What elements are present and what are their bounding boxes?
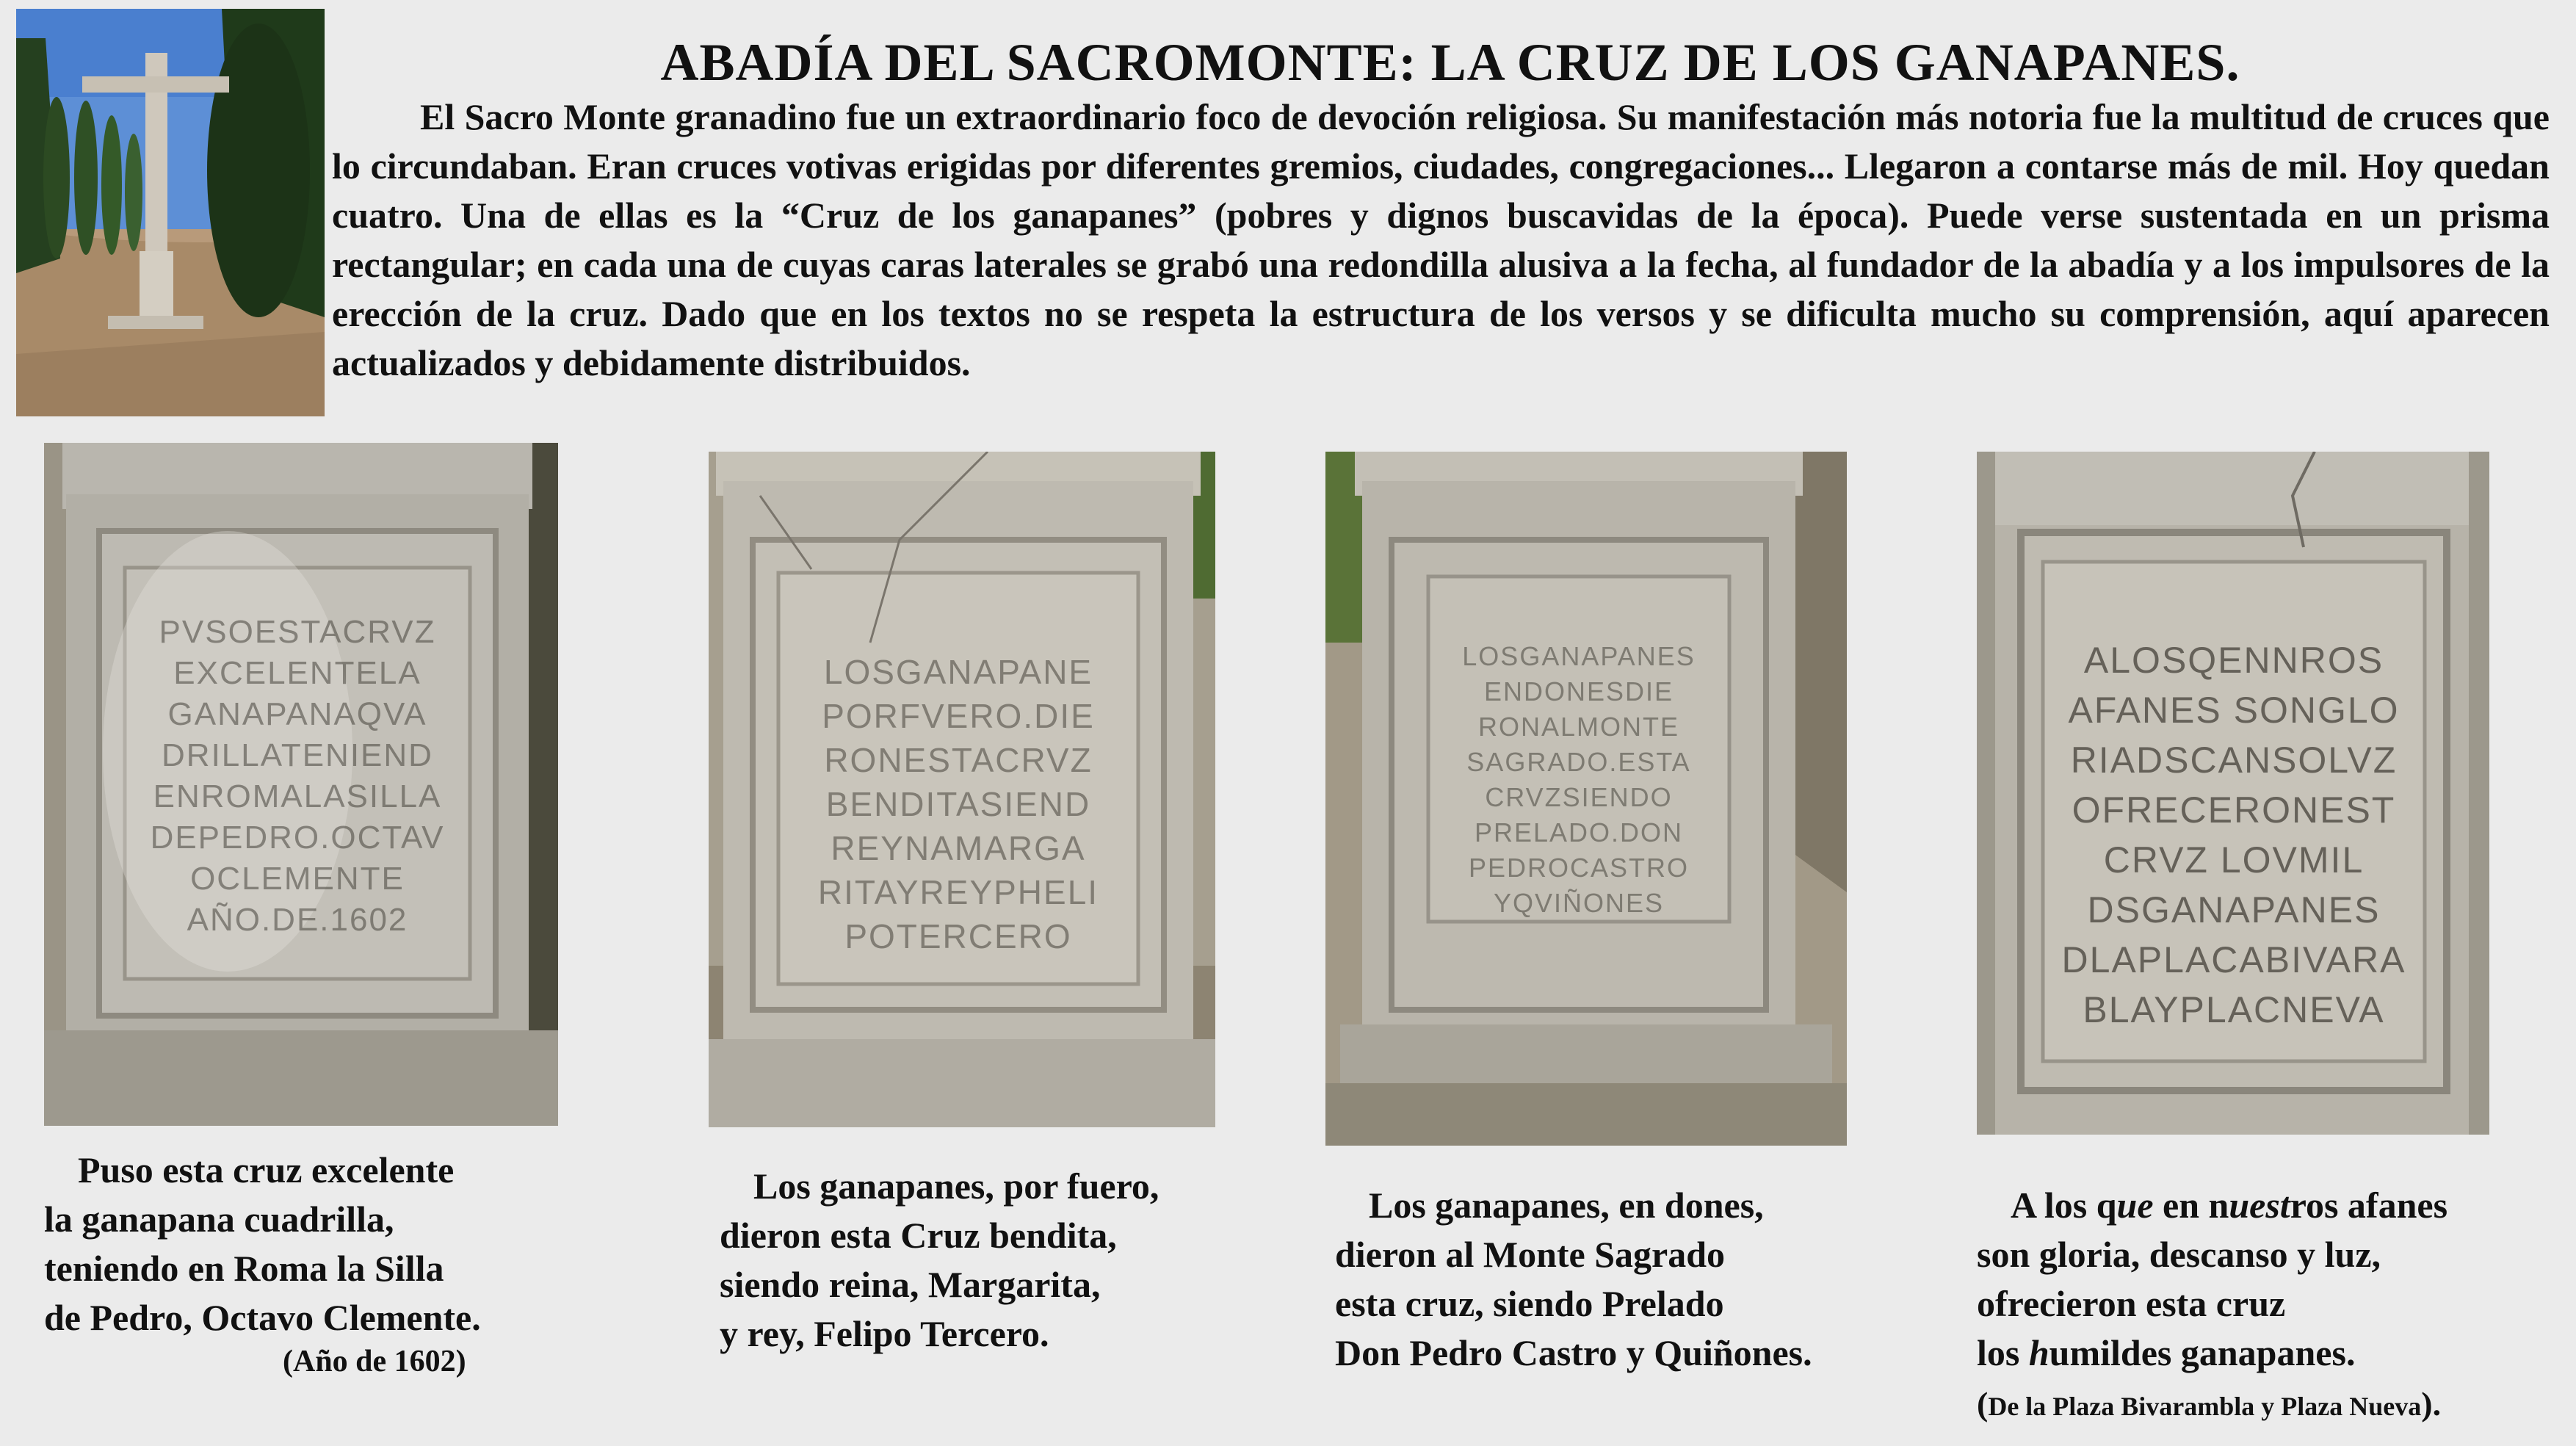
pedestal-photo-1: [44, 443, 558, 1126]
year-note: (Año de 1602): [283, 1345, 466, 1378]
verse-1-line-4: de Pedro, Octavo Clemente.: [44, 1297, 481, 1338]
pedestal-photo-2: [709, 452, 1215, 1127]
pedestal-photo-4: [1977, 452, 2489, 1135]
cross-photo: [16, 9, 325, 416]
verse-2-line-4: y rey, Felipo Tercero.: [720, 1313, 1049, 1354]
inscription-1: PVSOESTACRVZ EXCELENTELA GANAPANAQVA DRILLATENIEND ENROMALASILLA DEPEDRO.OCTAV OCLEMENTE AÑO.DE.1602: [150, 614, 445, 938]
verse-2: [720, 1162, 1159, 1359]
verse-4-line-4: los humildes ganapanes.: [1977, 1332, 2356, 1373]
verse-2-line-1: Los ganapanes, por fuero,: [753, 1165, 1159, 1207]
inscription-2: LOSGANAPANE PORFVERO.DIE RONESTACRVZ BENDITASIEND REYNAMARGA RITAYREYPHELI POTERCERO: [817, 653, 1099, 955]
inscription-3: LOSGANAPANES ENDONESDIE RONALMONTE SAGRADO.ESTA CRVZSIENDO PRELADO.DON PEDROCASTRO YQVIÑONES: [1462, 641, 1696, 918]
verse-4-line-2: son gloria, descanso y luz,: [1977, 1234, 2381, 1275]
page-title: ABADÍA DEL SACROMONTE: LA CRUZ DE LOS GANAPANES.: [660, 33, 2240, 92]
verse-3-line-1: Los ganapanes, en dones,: [1369, 1185, 1764, 1226]
verse-3: [1335, 1181, 1812, 1378]
verse-4-line-3: ofrecieron esta cruz: [1977, 1283, 2286, 1324]
verse-2-line-3: siendo reina, Margarita,: [720, 1264, 1101, 1305]
verse-4-line-1: A los que en nuestros afanes: [2011, 1185, 2448, 1226]
verse-4: [1977, 1181, 2447, 1378]
verse-3-line-4: Don Pedro Castro y Quiñones.: [1335, 1332, 1812, 1373]
verse-3-line-3: esta cruz, siendo Prelado: [1335, 1283, 1724, 1324]
inscription-4: ALOSQENNROS AFANES SONGLO RIADSCANSOLVZ OFRECERONEST CRVZ LOVMIL DSGANAPANES DLAPLACABIVARA BLAYPLACNEVA: [2061, 640, 2406, 1030]
location-note: (De la Plaza Bivarambla y Plaza Nueva).: [1977, 1385, 2442, 1422]
verse-1-line-3: teniendo en Roma la Silla: [44, 1248, 444, 1289]
verse-1-line-1: Puso esta cruz excelente: [78, 1149, 455, 1190]
pedestal-photo-3: [1325, 452, 1847, 1146]
verse-3-line-2: dieron al Monte Sagrado: [1335, 1234, 1726, 1275]
verse-2-line-2: dieron esta Cruz bendita,: [720, 1215, 1117, 1256]
intro-paragraph: El Sacro Monte granadino fue un extraordinario foco de devoción religiosa. Su manifestación más notoria fue la multitud de cruces que lo circundaban. Eran cruces votivas erigidas por diferentes gremios, ciudades, congregaciones... Llegaron a contarse más de mil. Hoy quedan cuatro. Una de ellas es la “Cruz de los ganapanes” (pobres y dignos buscavidas de la época). Puede verse sustentada en un prisma rectangular; en cada una de cuyas caras laterales se grabó una redondilla alusiva a la fecha, al fundador de la abadía y a los impulsores de la erección de la cruz. Dado que en los textos no se respeta la estructura de los versos y se dificulta mucho su comprensión, aquí aparecen actualizados y debidamente distribuidos.: [332, 96, 2550, 383]
verse-1-line-2: la ganapana cuadrilla,: [44, 1199, 394, 1240]
verse-1: [44, 1146, 481, 1342]
